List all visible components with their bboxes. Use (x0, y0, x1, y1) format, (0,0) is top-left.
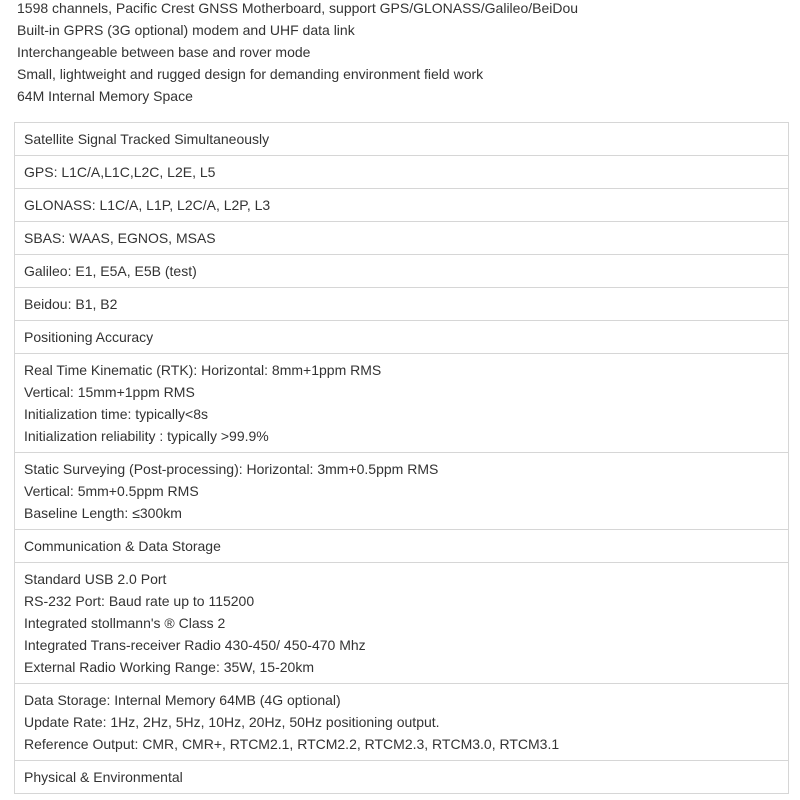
spec-text: External Radio Working Range: 35W, 15-20km (24, 659, 314, 675)
feature-item: Interchangeable between base and rover mode (17, 44, 311, 60)
spec-text: Vertical: 5mm+0.5ppm RMS (24, 483, 199, 499)
spec-text: Update Rate: 1Hz, 2Hz, 5Hz, 10Hz, 20Hz, 50Hz positioning output. (24, 714, 440, 730)
spec-text: Real Time Kinematic (RTK): Horizontal: 8mm+1ppm RMS (24, 362, 382, 378)
spec-row (15, 453, 788, 530)
spec-text: Satellite Signal Tracked Simultaneously (24, 131, 270, 147)
spec-section-header (15, 321, 788, 354)
spec-row (15, 189, 788, 222)
spec-text: Physical & Environmental (24, 769, 183, 785)
spec-text: Standard USB 2.0 Port (24, 571, 167, 587)
feature-item: Small, lightweight and rugged design for demanding environment field work (17, 66, 484, 82)
spec-row (15, 354, 788, 453)
spec-text: Initialization time: typically<8s (24, 406, 209, 422)
spec-text: Reference Output: CMR, CMR+, RTCM2.1, RTCM2.2, RTCM2.3, RTCM3.0, RTCM3.1 (24, 736, 560, 752)
spec-section-header (15, 530, 788, 563)
spec-text: Baseline Length: ≤300km (24, 505, 182, 521)
spec-text: Static Surveying (Post-processing): Horizontal: 3mm+0.5ppm RMS (24, 461, 439, 477)
spec-row (15, 288, 788, 321)
spec-table (14, 122, 789, 794)
spec-row (15, 563, 788, 684)
spec-text: SBAS: WAAS, EGNOS, MSAS (24, 230, 216, 246)
spec-text: Positioning Accuracy (24, 329, 154, 345)
spec-text: Beidou: B1, B2 (24, 296, 118, 312)
spec-section-header (15, 761, 788, 794)
spec-row (15, 222, 788, 255)
feature-list (17, 0, 787, 107)
spec-text: Integrated stollmann's ® Class 2 (24, 615, 226, 631)
spec-text: Integrated Trans-receiver Radio 430-450/ 450-470 Mhz (24, 637, 366, 653)
spec-section-header (15, 123, 788, 156)
spec-text: Communication & Data Storage (24, 538, 221, 554)
spec-text: Galileo: E1, E5A, E5B (test) (24, 263, 197, 279)
feature-item: 1598 channels, Pacific Crest GNSS Motherboard, support GPS/GLONASS/Galileo/BeiDou (17, 0, 579, 16)
spec-text: GLONASS: L1C/A, L1P, L2C/A, L2P, L3 (24, 197, 271, 213)
spec-row (15, 156, 788, 189)
spec-text: RS-232 Port: Baud rate up to 115200 (24, 593, 255, 609)
spec-row (15, 255, 788, 288)
spec-text: Data Storage: Internal Memory 64MB (4G optional) (24, 692, 341, 708)
spec-row (15, 684, 788, 761)
spec-text: Initialization reliability : typically >99.9% (24, 428, 269, 444)
feature-item: 64M Internal Memory Space (17, 88, 193, 104)
spec-text: GPS: L1C/A,L1C,L2C, L2E, L5 (24, 164, 216, 180)
feature-item: Built-in GPRS (3G optional) modem and UHF data link (17, 22, 355, 38)
spec-text: Vertical: 15mm+1ppm RMS (24, 384, 195, 400)
